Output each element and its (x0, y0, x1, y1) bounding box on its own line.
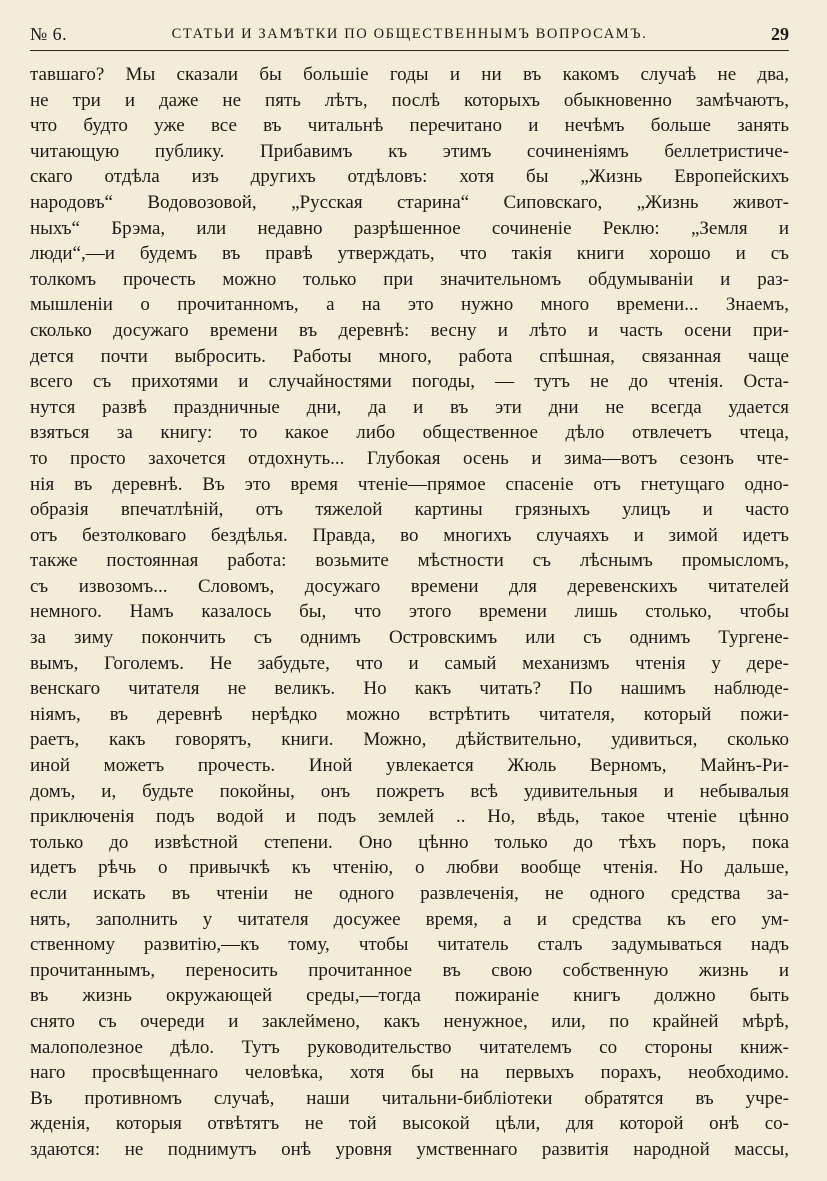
text-line: нія въ деревнѣ. Въ это время чтеніе—прямое спасеніе отъ гнетущаго одно- (30, 473, 789, 495)
text-line: сколько досужаго времени въ деревнѣ: весну и лѣто и часть осени при- (30, 319, 789, 341)
text-line: толкомъ прочесть можно только при значительномъ обдумываніи и раз- (30, 268, 789, 290)
text-line: венскаго читателя не великъ. Но какъ читать? По нашимъ наблюде- (30, 678, 789, 700)
text-line: скаго отдѣла изъ другихъ отдѣловъ: хотя бы „Жизнь Европейскихъ (30, 166, 789, 188)
text-line: дется почти выбросить. Работы много, работа спѣшная, связанная чаще (30, 345, 789, 367)
text-line: наго просвѣщеннаго человѣка, хотя бы на первыхъ порахъ, необходимо. (30, 1062, 789, 1084)
text-line: отъ безтолковаго бездѣлья. Правда, во многихъ случаяхъ и зимой идетъ (30, 524, 789, 546)
text-line: мышленіи о прочитанномъ, а на это нужно много времени... Знаемъ, (30, 294, 789, 316)
text-line: только до извѣстной степени. Оно цѣнно только до тѣхъ поръ, пока (30, 831, 789, 853)
text-line: раетъ, какъ говорятъ, книги. Можно, дѣйствительно, удивиться, сколько (30, 729, 789, 751)
text-line: народовъ“ Водовозовой, „Русская старина“ Сиповскаго, „Жизнь живот- (30, 191, 789, 213)
page-number: 29 (771, 24, 789, 44)
body-text (30, 62, 789, 1163)
text-line: то просто захочется отдохнуть... Глубокая осень и зима—вотъ сезонъ чте- (30, 447, 789, 469)
text-line: вымъ, Гоголемъ. Не забудьте, что и самый механизмъ чтенія у дере- (30, 652, 789, 674)
text-line: прочитаннымъ, переносить прочитанное въ свою собственную жизнь и (30, 959, 789, 981)
text-line: жденія, которыя отвѣтятъ не той высокой цѣли, для которой онѣ со- (30, 1113, 789, 1135)
text-line: въ жизнь окружающей среды,—тогда пожираніе книгъ должно быть (30, 985, 789, 1007)
text-line: идетъ рѣчь о привычкѣ къ чтенію, о любви вообще чтенія. Но дальше, (30, 857, 789, 879)
text-line: также постоянная работа: возьмите мѣстности съ лѣснымъ промысломъ, (30, 550, 789, 572)
text-line: Въ противномъ случаѣ, наши читальни-библіотеки обратятся въ учре- (30, 1087, 789, 1109)
text-line: ственному развитію,—къ тому, чтобы читатель сталъ задумываться надъ (30, 934, 789, 956)
text-line: немного. Намъ казалось бы, что этого времени лишь столько, чтобы (30, 601, 789, 623)
issue-number: № 6. (30, 24, 68, 44)
text-line: малополезное дѣло. Тутъ руководительство читателемъ со стороны книж- (30, 1036, 789, 1058)
header-rule (30, 50, 789, 51)
text-line: люди“,—и будемъ въ правѣ утверждать, что такія книги хорошо и съ (30, 243, 789, 265)
text-line: тавшаго? Мы сказали бы большіе годы и ни въ какомъ случаѣ не два, (30, 64, 789, 85)
text-line: если искать въ чтеніи не одного развлеченія, не одного средства за- (30, 883, 789, 904)
text-line: что будто уже все въ читальнѣ перечитано и нечѣмъ больше занять (30, 115, 789, 137)
text-line: приключенія подъ водой и подъ землей .. Но, вѣдь, такое чтеніе цѣнно (30, 806, 789, 828)
text-line: съ извозомъ... Словомъ, досужаго времени для деревенскихъ читателей (30, 575, 789, 597)
running-head (30, 24, 789, 48)
section-title: СТАТЬИ И ЗАМѢТКИ ПО ОБЩЕСТВЕННЫМЪ ВОПРОСАМЪ. (171, 26, 648, 42)
text-line: нять, заполнить у читателя досужее время, а и средства къ его ум- (30, 908, 789, 930)
text-line: домъ, и, будьте покойны, онъ пожретъ всѣ удивительныя и небывалыя (30, 780, 789, 802)
text-line: нутся развѣ праздничные дни, да и въ эти дни не всегда удается (30, 396, 789, 418)
text-line: образія впечатлѣній, отъ тяжелой картины грязныхъ улицъ и часто (30, 499, 789, 521)
text-line: ніямъ, въ деревнѣ нерѣдко можно встрѣтить читателя, который пожи- (30, 703, 789, 725)
text-line: здаются: не поднимутъ онѣ уровня умственнаго развитія народной массы, (30, 1138, 789, 1160)
text-line: взяться за книгу: то какое либо общественное дѣло отвлечетъ чтеца, (30, 422, 789, 444)
text-line: всего съ прихотями и случайностями погоды, — тутъ не до чтенія. Оста- (30, 371, 789, 393)
text-line: не три и даже не пять лѣтъ, послѣ которыхъ обыкновенно замѣчаютъ, (30, 89, 789, 111)
text-line: читающую публику. Прибавимъ къ этимъ сочиненіямъ беллетристиче- (30, 140, 789, 162)
text-line: за зиму покончить съ однимъ Островскимъ или съ однимъ Тургене- (30, 627, 789, 649)
text-line: снято съ очереди и заклеймено, какъ ненужное, или, по крайней мѣрѣ, (30, 1010, 789, 1032)
text-line: иной можетъ прочесть. Иной увлекается Жюль Верномъ, Майнъ-Ри- (30, 755, 789, 777)
text-line: ныхъ“ Брэма, или недавно разрѣшенное сочиненіе Реклю: „Земля и (30, 217, 789, 239)
